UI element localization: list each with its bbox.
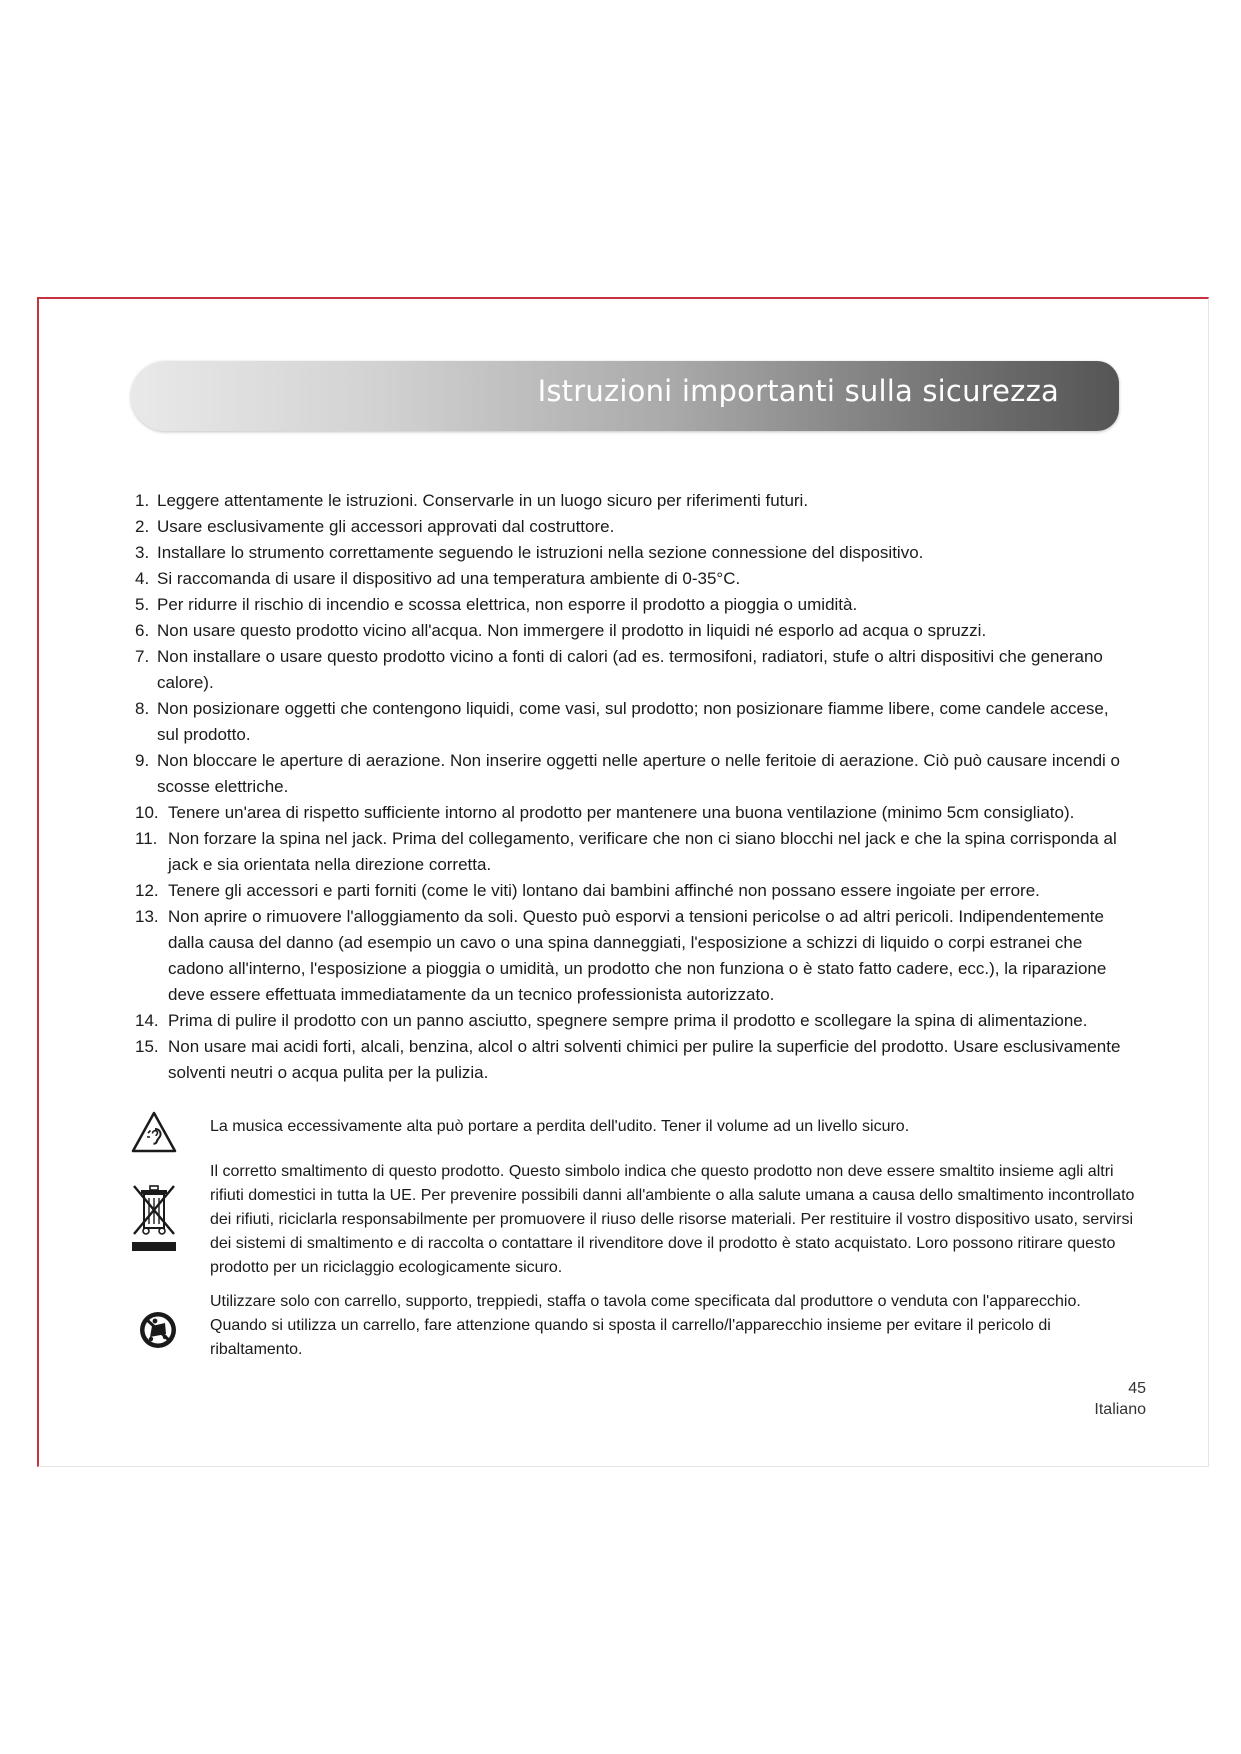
item-text: Prima di pulire il prodotto con un panno asciutto, spegnere sempre prima il prodotto e scollegare la spina di alimentazione. (168, 1011, 1088, 1030)
list-item (135, 1008, 1135, 1034)
disposal-text: Il corretto smaltimento di questo prodotto. Questo simbolo indica che questo prodotto non deve essere smaltito insieme agli altri rifiuti domestici in tutta la UE. Per prevenire possibili danni all'ambiente o alla salute umana a causa dello smaltimento incontrollato dei rifiuti, riciclarla responsabilmente per promuovere il riuso delle risorse materiali. Per restituire il vostro dispositivo usato, servirsi dei sistemi di smaltimento e di raccolta o contattare il rivenditore dove il prodotto è stato acquistato. Loro possono ritirare questo prodotto per un riciclaggio ecologicamente sicuro. (210, 1163, 1135, 1276)
item-text: Usare esclusivamente gli accessori approvati dal costruttore. (157, 517, 615, 536)
list-item (135, 566, 1135, 592)
item-number: 2. (135, 517, 150, 536)
item-number: 1. (135, 491, 150, 510)
list-item (135, 644, 1135, 696)
item-number: 14. (135, 1011, 159, 1030)
safety-instructions-list (135, 488, 1135, 1086)
item-number: 13. (135, 907, 159, 926)
item-number: 10. (135, 803, 159, 822)
item-text: Non usare mai acidi forti, alcali, benzina, alcol o altri solventi chimici per pulire la superficie del prodotto. Usare esclusivamente solventi neutri o acqua pulita per la pulizia. (168, 1037, 1121, 1082)
item-text: Installare lo strumento correttamente seguendo le istruzioni nella sezione connessione del dispositivo. (157, 543, 924, 562)
item-text: Non aprire o rimuovere l'alloggiamento da soli. Questo può esporvi a tensioni pericolse o ad altri pericoli. Indipendentemente dalla causa del danno (ad esempio un cavo o una spina danneggiati, l'esposizione a schizzi di liquido o corpi estranei che cadono all'interno, l'esposizione a pioggia o umidità, un prodotto che non funziona o è stato fatto cadere, ecc.), la riparazione deve essere effettuata immediatamente da un tecnico professionista autorizzato. (168, 907, 1107, 1004)
hearing-warning-text: La musica eccessivamente alta può portare a perdita dell'udito. Tener il volume ad un livello sicuro. (210, 1118, 910, 1135)
item-number: 4. (135, 569, 150, 588)
list-item (135, 592, 1135, 618)
item-number: 12. (135, 881, 159, 900)
list-item (135, 514, 1135, 540)
page-language: Italiano (1094, 1401, 1146, 1418)
list-item (135, 800, 1135, 826)
item-number: 6. (135, 621, 150, 640)
page-footer (1094, 1378, 1146, 1420)
hearing-warning-icon (130, 1110, 178, 1159)
item-number: 3. (135, 543, 150, 562)
item-text: Per ridurre il rischio di incendio e scossa elettrica, non esporre il prodotto a pioggia o umidità. (157, 595, 858, 614)
page-number: 45 (1128, 1380, 1146, 1397)
list-item (135, 540, 1135, 566)
list-item (135, 1034, 1135, 1086)
cart-tip-over-warning-icon (138, 1310, 178, 1355)
list-item (135, 904, 1135, 1008)
item-number: 15. (135, 1037, 159, 1056)
weee-crossed-bin-icon (130, 1184, 178, 1259)
page-title: Istruzioni importanti sulla sicurezza (537, 374, 1059, 408)
list-item (135, 748, 1135, 800)
cart-warning-text: Utilizzare solo con carrello, supporto, treppiedi, staffa o tavola come specificata dal produttore o venduta con l'apparecchio. Quando si utilizza un carrello, fare attenzione quando si sposta il carrello/l'apparecchio insieme per evitare il pericolo di ribaltamento. (210, 1293, 1081, 1358)
item-number: 5. (135, 595, 150, 614)
item-number: 7. (135, 647, 150, 666)
item-text: Non posizionare oggetti che contengono liquidi, come vasi, sul prodotto; non posizionare fiamme libere, come candele accese, sul prodotto. (157, 699, 1109, 744)
list-item (135, 696, 1135, 748)
item-text: Leggere attentamente le istruzioni. Conservarle in un luogo sicuro per riferimenti futuri. (157, 491, 809, 510)
item-number: 9. (135, 751, 150, 770)
item-number: 11. (135, 829, 158, 848)
item-text: Non usare questo prodotto vicino all'acqua. Non immergere il prodotto in liquidi né esporlo ad acqua o spruzzi. (157, 621, 987, 640)
item-text: Non forzare la spina nel jack. Prima del collegamento, verificare che non ci siano blocchi nel jack e che la spina corrisponda al jack e sia orientata nella direzione corretta. (168, 829, 1117, 874)
list-item (135, 618, 1135, 644)
list-item (135, 488, 1135, 514)
item-text: Tenere un'area di rispetto sufficiente intorno al prodotto per mantenere una buona ventilazione (minimo 5cm consigliato). (168, 803, 1075, 822)
list-item (135, 878, 1135, 904)
title-banner (131, 361, 1119, 431)
item-text: Non bloccare le aperture di aerazione. Non inserire oggetti nelle aperture o nelle feritoie di aerazione. Ciò può causare incendi o scosse elettriche. (157, 751, 1120, 796)
item-text: Tenere gli accessori e parti forniti (come le viti) lontano dai bambini affinché non possano essere ingoiate per errore. (168, 881, 1040, 900)
list-item (135, 826, 1135, 878)
item-text: Non installare o usare questo prodotto vicino a fonti di calori (ad es. termosifoni, radiatori, stufe o altri dispositivi che generano calore). (157, 647, 1103, 692)
item-number: 8. (135, 699, 150, 718)
item-text: Si raccomanda di usare il dispositivo ad una temperatura ambiente di 0-35°C. (157, 569, 741, 588)
